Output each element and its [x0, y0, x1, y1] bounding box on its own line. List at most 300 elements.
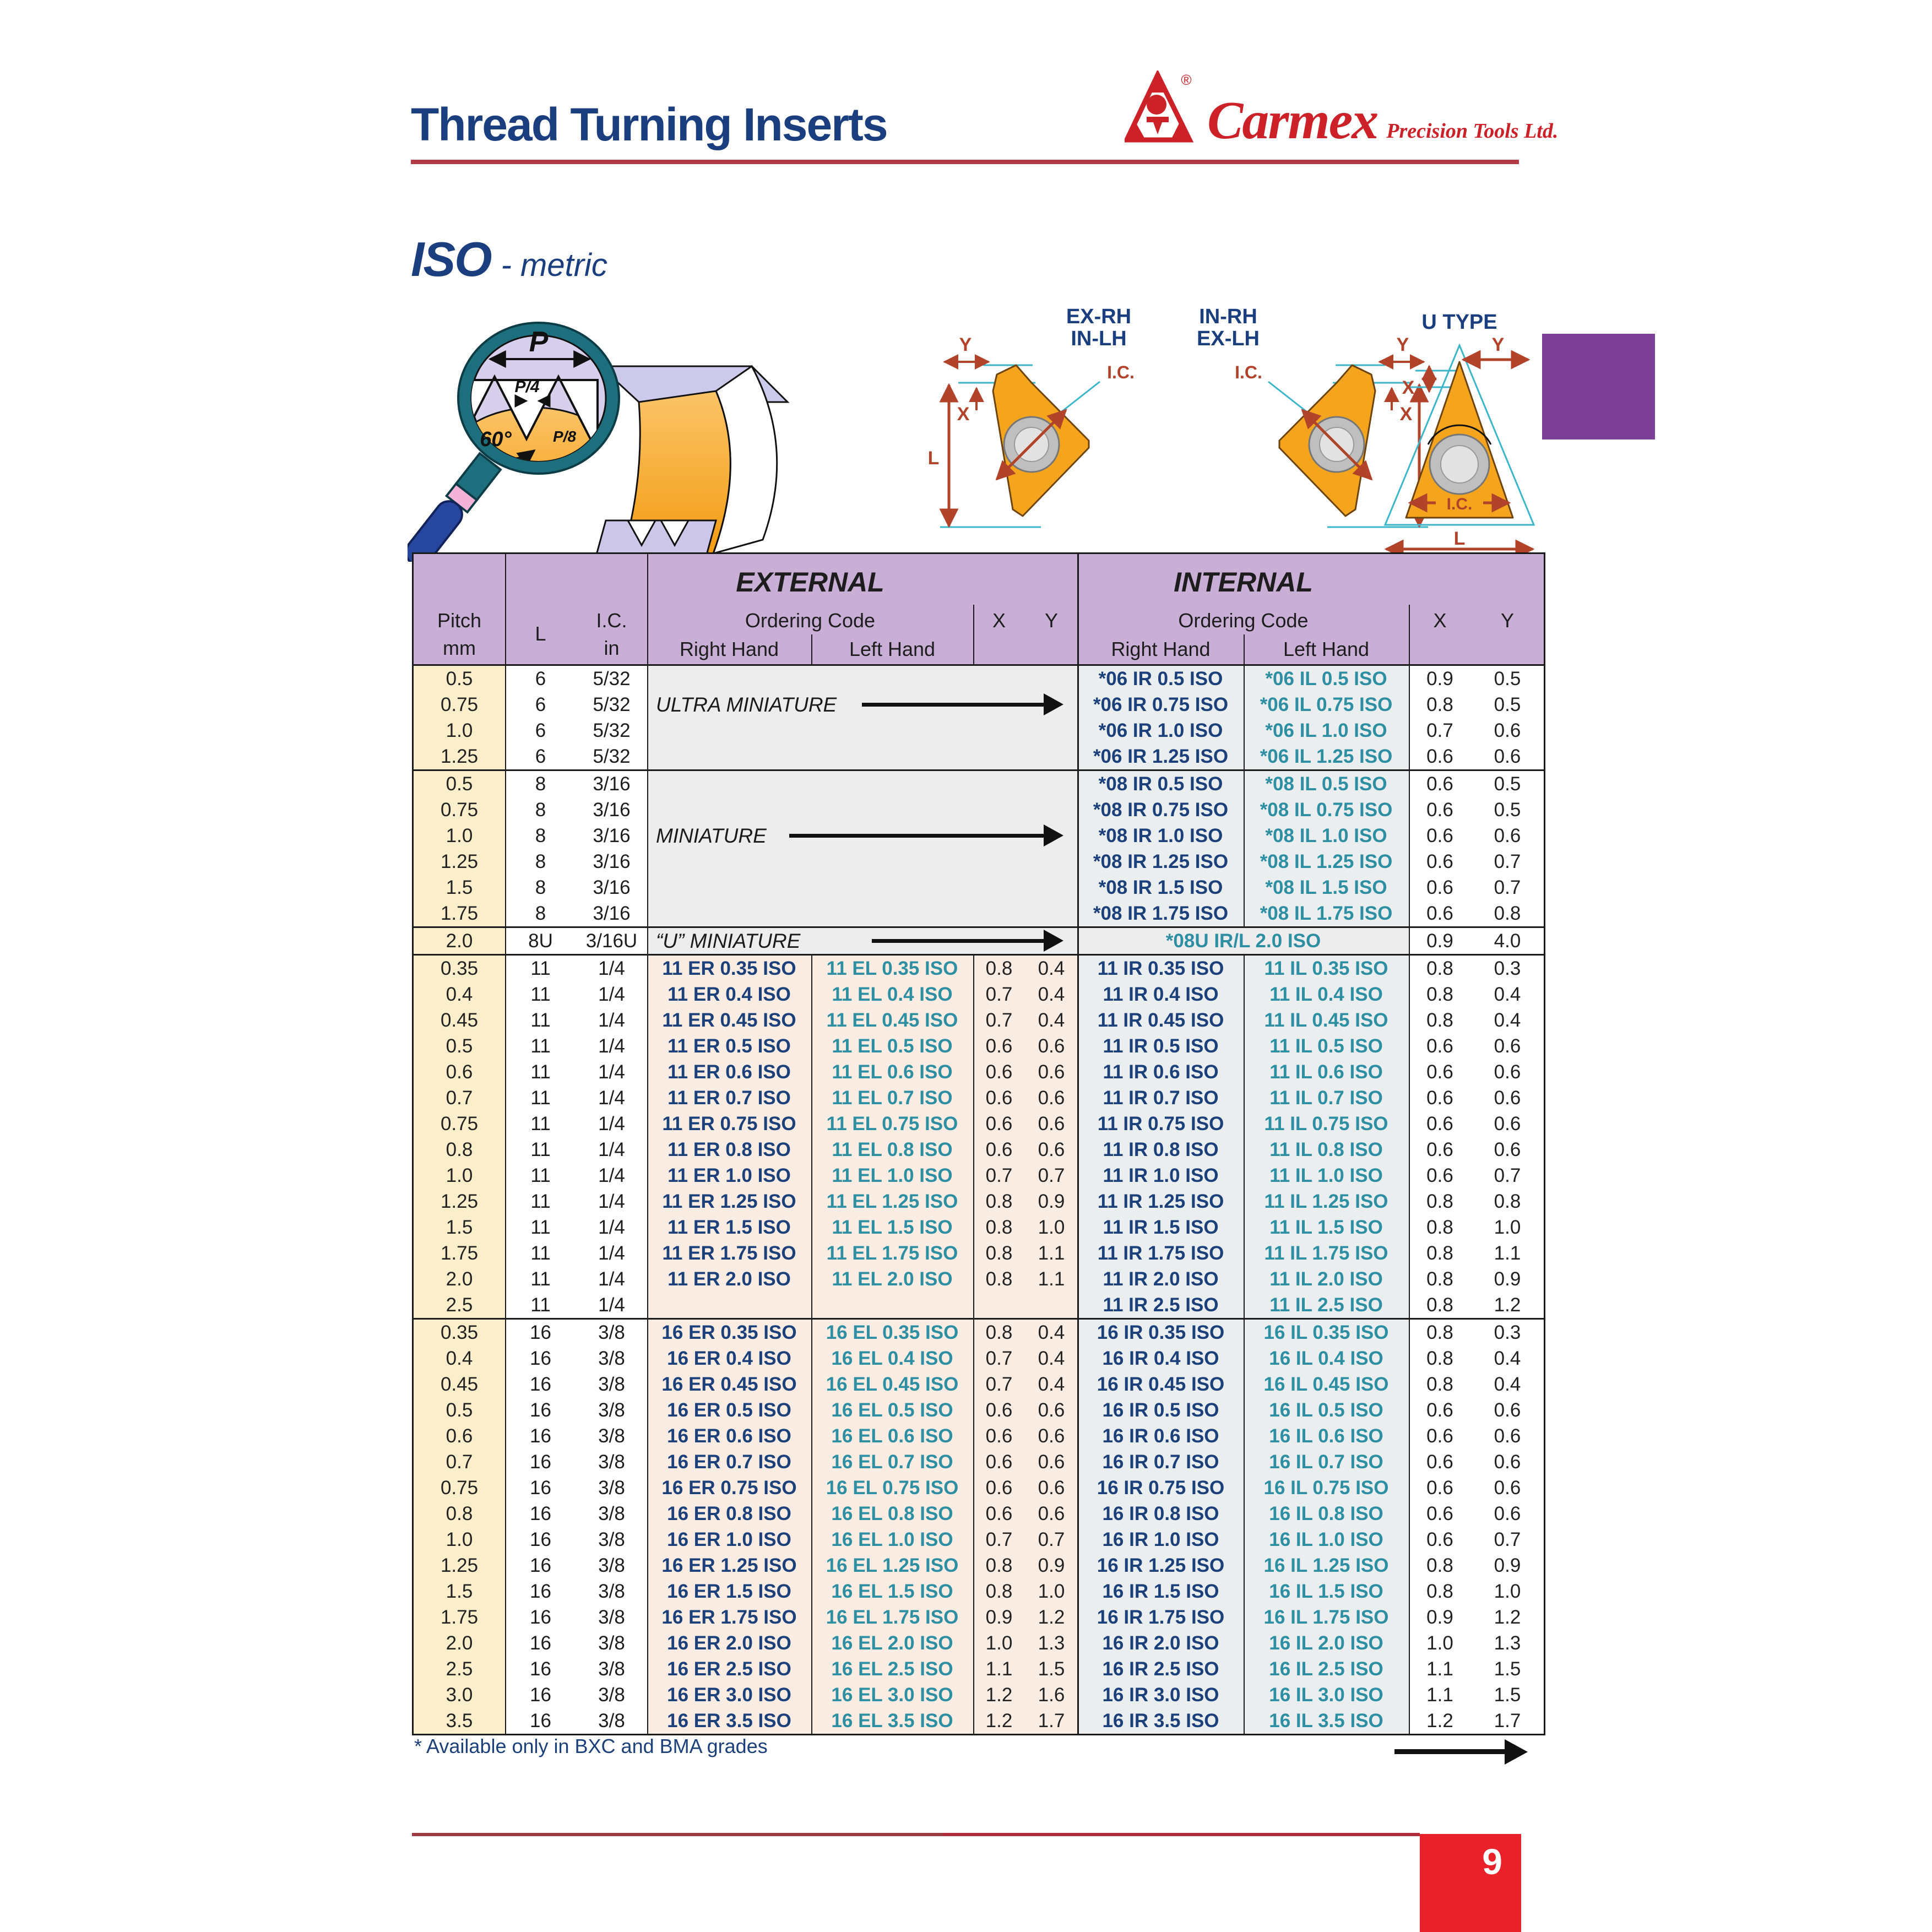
cell-external-y: 0.6 [1025, 1111, 1078, 1137]
cell-external-lh: 16 EL 1.0 ISO [811, 1527, 973, 1553]
cell-internal-rh: 16 IR 0.35 ISO [1078, 1320, 1244, 1345]
cell-external-y: 0.6 [1025, 1501, 1078, 1527]
cell-internal-rh: 11 IR 0.7 ISO [1078, 1085, 1244, 1111]
column-rule [1244, 666, 1245, 769]
cell-internal-x: 0.8 [1409, 1240, 1471, 1266]
cell-ic: 1/4 [576, 1111, 647, 1137]
cell-external-y: 0.4 [1025, 1371, 1078, 1397]
cell-internal-rh: 16 IR 1.5 ISO [1078, 1578, 1244, 1604]
cell-internal-lh: 11 IL 1.5 ISO [1244, 1214, 1409, 1240]
header-ic: I.C. [596, 609, 627, 632]
cell-l: 8U [505, 928, 576, 954]
cell-internal-rh: 16 IR 0.6 ISO [1078, 1423, 1244, 1449]
cell-external-rh: 16 ER 1.5 ISO [647, 1578, 811, 1604]
cell-internal-x: 0.6 [1409, 875, 1471, 900]
cell-pitch: 1.0 [414, 718, 505, 744]
cell-internal-y: 1.2 [1471, 1604, 1544, 1630]
cell-internal-y: 0.6 [1471, 1033, 1544, 1059]
thread-workpiece [595, 366, 788, 561]
cell-ic: 5/32 [576, 692, 647, 718]
insert-diagrams [906, 300, 1592, 567]
note-arrow-head [1044, 930, 1063, 952]
cell-external-x: 0.7 [973, 981, 1025, 1007]
note-arrow-head [1044, 824, 1063, 846]
cell-l: 6 [505, 744, 576, 769]
cell-l: 11 [505, 956, 576, 981]
cell-external-lh: 11 EL 0.5 ISO [811, 1033, 973, 1059]
header-y-int: Y [1500, 609, 1514, 632]
cell-pitch: 1.25 [414, 1553, 505, 1578]
cell-internal-rh: *08 IR 0.75 ISO [1078, 797, 1244, 823]
cell-internal-lh: 11 IL 0.8 ISO [1244, 1137, 1409, 1163]
cell-external-x: 1.2 [973, 1682, 1025, 1708]
cell-pitch: 3.0 [414, 1682, 505, 1708]
cell-internal-rh: 11 IR 1.25 ISO [1078, 1188, 1244, 1214]
brand-name: Carmex [1207, 91, 1378, 150]
cell-external-rh: 16 ER 2.5 ISO [647, 1656, 811, 1682]
table-row [414, 900, 1544, 926]
header-lh-ext: Left Hand [849, 638, 936, 660]
table-row [414, 1501, 1544, 1527]
cell-internal-y: 0.5 [1471, 797, 1544, 823]
cell-l: 16 [505, 1449, 576, 1475]
cell-l: 16 [505, 1475, 576, 1501]
cell-ic: 3/8 [576, 1682, 647, 1708]
brand-suffix: Precision Tools Ltd. [1386, 120, 1559, 143]
cell-external-lh: 11 EL 1.25 ISO [811, 1188, 973, 1214]
cell-internal-y: 0.6 [1471, 1111, 1544, 1137]
dim-x-label: X [1402, 377, 1415, 398]
cell-external-rh: 11 ER 0.45 ISO [647, 1007, 811, 1033]
cell-ic: 3/8 [576, 1423, 647, 1449]
cell-external-rh [647, 1292, 811, 1318]
cell-external-y: 0.6 [1025, 1137, 1078, 1163]
cell-external-y: 0.9 [1025, 1188, 1078, 1214]
table-row [414, 771, 1544, 797]
cell-pitch: 2.5 [414, 1656, 505, 1682]
cell-internal-y: 0.6 [1471, 1449, 1544, 1475]
cell-internal-y: 1.3 [1471, 1630, 1544, 1656]
cell-internal-x: 0.8 [1409, 692, 1471, 718]
cell-internal-x: 0.6 [1409, 1059, 1471, 1085]
cell-l: 11 [505, 1111, 576, 1137]
table-row [414, 1111, 1544, 1137]
cell-pitch: 0.75 [414, 1475, 505, 1501]
table-row [414, 1527, 1544, 1553]
cell-internal-rh: 16 IR 2.0 ISO [1078, 1630, 1244, 1656]
note-arrow-shaft [862, 703, 1044, 707]
bottom-rule-right [943, 1833, 1420, 1836]
table-row [414, 718, 1544, 744]
cell-internal-lh: 11 IL 0.4 ISO [1244, 981, 1409, 1007]
cell-external-x: 1.0 [973, 1630, 1025, 1656]
table-row [414, 1240, 1544, 1266]
cell-pitch: 1.5 [414, 1578, 505, 1604]
cell-internal-rh: *08 IR 1.25 ISO [1078, 849, 1244, 875]
cell-internal-lh: 11 IL 1.25 ISO [1244, 1188, 1409, 1214]
cell-external-rh: 11 ER 0.35 ISO [647, 956, 811, 981]
cell-external-x: 0.8 [973, 1188, 1025, 1214]
cell-external-x: 0.6 [973, 1501, 1025, 1527]
cell-external-y: 0.6 [1025, 1423, 1078, 1449]
cell-internal-x: 0.6 [1409, 1527, 1471, 1553]
cell-l: 11 [505, 1085, 576, 1111]
cell-internal-rh: *08 IR 0.5 ISO [1078, 771, 1244, 797]
dim-l-label: L [1453, 528, 1466, 549]
table-row [414, 1604, 1544, 1630]
cell-external-merged [647, 875, 1078, 900]
cell-internal-rh: 16 IR 2.5 ISO [1078, 1656, 1244, 1682]
cell-external-x: 0.6 [973, 1085, 1025, 1111]
cell-internal-y: 0.5 [1471, 666, 1544, 692]
cell-internal-rh: 16 IR 0.8 ISO [1078, 1501, 1244, 1527]
header-l: L [535, 622, 546, 645]
section-title [411, 231, 607, 287]
cell-l: 11 [505, 1137, 576, 1163]
cell-external-merged [647, 718, 1078, 744]
thread-profile-illustration [408, 308, 826, 562]
cell-external-y: 1.5 [1025, 1656, 1078, 1682]
header-lh-int: Left Hand [1283, 638, 1370, 660]
cell-internal-lh: 16 IL 3.5 ISO [1244, 1708, 1409, 1734]
header-internal: INTERNAL [1174, 567, 1313, 598]
cell-ic: 3/8 [576, 1578, 647, 1604]
cell-l: 6 [505, 718, 576, 744]
dim-x-label: X [957, 404, 970, 425]
cell-internal-rh: 11 IR 0.75 ISO [1078, 1111, 1244, 1137]
table-section [414, 769, 1544, 926]
cell-pitch: 0.6 [414, 1423, 505, 1449]
column-rule [1077, 1320, 1079, 1734]
cell-internal-y: 0.3 [1471, 956, 1544, 981]
cell-internal-lh: 11 IL 1.75 ISO [1244, 1240, 1409, 1266]
cell-internal-rh: 11 IR 0.35 ISO [1078, 956, 1244, 981]
cell-internal-lh: *08 IL 0.75 ISO [1244, 797, 1409, 823]
cell-pitch: 2.0 [414, 928, 505, 954]
cell-external-y: 0.4 [1025, 1345, 1078, 1371]
cell-internal-rh: 16 IR 0.5 ISO [1078, 1397, 1244, 1423]
cell-internal-y: 0.6 [1471, 1397, 1544, 1423]
cell-internal-x: 0.8 [1409, 1578, 1471, 1604]
cell-internal-lh: *08 IL 0.5 ISO [1244, 771, 1409, 797]
cell-external-rh: 16 ER 1.75 ISO [647, 1604, 811, 1630]
cell-external-y: 0.9 [1025, 1553, 1078, 1578]
cell-external-y: 0.6 [1025, 1085, 1078, 1111]
cell-l: 16 [505, 1397, 576, 1423]
column-rule [1077, 666, 1079, 769]
cell-internal-rh: *08 IR 1.75 ISO [1078, 900, 1244, 926]
table-row [414, 1214, 1544, 1240]
cell-external-x: 0.6 [973, 1423, 1025, 1449]
cell-external-x: 0.8 [973, 1214, 1025, 1240]
cell-pitch: 0.75 [414, 797, 505, 823]
cell-internal-y: 4.0 [1471, 928, 1544, 954]
column-rule [1244, 771, 1245, 926]
cell-external-x: 0.8 [973, 1240, 1025, 1266]
cell-internal-x: 0.8 [1409, 1553, 1471, 1578]
cell-internal-y: 0.4 [1471, 1007, 1544, 1033]
cell-external-x: 0.8 [973, 1266, 1025, 1292]
cell-pitch: 0.7 [414, 1449, 505, 1475]
cell-external-rh: 16 ER 0.45 ISO [647, 1371, 811, 1397]
cell-internal-lh: 16 IL 0.4 ISO [1244, 1345, 1409, 1371]
cell-external-merged [647, 849, 1078, 875]
cell-pitch: 0.45 [414, 1007, 505, 1033]
cell-external-lh: 16 EL 0.35 ISO [811, 1320, 973, 1345]
table-row [414, 666, 1544, 692]
cell-internal-lh: *06 IL 0.5 ISO [1244, 666, 1409, 692]
cell-l: 16 [505, 1371, 576, 1397]
cell-l: 11 [505, 1033, 576, 1059]
cell-external-rh: 11 ER 2.0 ISO [647, 1266, 811, 1292]
cell-l: 8 [505, 797, 576, 823]
cell-pitch: 1.5 [414, 1214, 505, 1240]
cell-ic: 3/8 [576, 1475, 647, 1501]
table-row [414, 1397, 1544, 1423]
header-ordering-ext: Ordering Code [745, 609, 876, 632]
cell-internal-y: 0.6 [1471, 744, 1544, 769]
cell-external-y: 1.1 [1025, 1266, 1078, 1292]
table-row [414, 1345, 1544, 1371]
cell-external-lh: 11 EL 0.75 ISO [811, 1111, 973, 1137]
brand-logo [1125, 70, 1558, 148]
cell-internal-x: 0.8 [1409, 1292, 1471, 1318]
cell-external-rh: 16 ER 0.75 ISO [647, 1475, 811, 1501]
cell-pitch: 1.25 [414, 849, 505, 875]
cell-external-rh: 11 ER 1.0 ISO [647, 1163, 811, 1188]
cell-internal-x: 0.6 [1409, 1085, 1471, 1111]
cell-external-rh: 11 ER 1.75 ISO [647, 1240, 811, 1266]
cell-l: 11 [505, 1292, 576, 1318]
cell-l: 16 [505, 1501, 576, 1527]
registered-mark: ® [1181, 72, 1192, 88]
cell-internal-rh: 16 IR 0.7 ISO [1078, 1449, 1244, 1475]
column-rule [1409, 771, 1410, 926]
label-60deg: 60° [480, 428, 512, 451]
cell-pitch: 2.5 [414, 1292, 505, 1318]
header-x-int: X [1433, 609, 1447, 632]
cell-internal-y: 0.8 [1471, 1188, 1544, 1214]
cell-internal-lh: 11 IL 1.0 ISO [1244, 1163, 1409, 1188]
cell-internal-rh: *06 IR 1.0 ISO [1078, 718, 1244, 744]
cell-internal-rh: 11 IR 0.6 ISO [1078, 1059, 1244, 1085]
miniature-note: ULTRA MINIATURE [656, 693, 837, 716]
column-rule [1077, 771, 1079, 926]
cell-internal-x: 1.1 [1409, 1682, 1471, 1708]
cell-internal-lh: 16 IL 1.0 ISO [1244, 1527, 1409, 1553]
dim-l-label: L [927, 448, 940, 469]
cell-external-y: 0.6 [1025, 1033, 1078, 1059]
cell-external-lh: 16 EL 0.8 ISO [811, 1501, 973, 1527]
cell-internal-x: 0.6 [1409, 1163, 1471, 1188]
cell-ic: 1/4 [576, 981, 647, 1007]
cell-internal-lh: 16 IL 0.7 ISO [1244, 1449, 1409, 1475]
cell-l: 11 [505, 981, 576, 1007]
cell-external-lh: 16 EL 0.6 ISO [811, 1423, 973, 1449]
cell-external-x: 0.7 [973, 1371, 1025, 1397]
cell-l: 8 [505, 900, 576, 926]
cell-ic: 3/16 [576, 823, 647, 849]
cell-external-lh: 16 EL 0.75 ISO [811, 1475, 973, 1501]
table-row [414, 1163, 1544, 1188]
cell-pitch: 0.75 [414, 692, 505, 718]
table-row [414, 1137, 1544, 1163]
cell-l: 11 [505, 1240, 576, 1266]
cell-internal-x: 0.6 [1409, 849, 1471, 875]
column-rule [505, 928, 506, 954]
dim-y-label: Y [1396, 334, 1409, 355]
table-row [414, 956, 1544, 981]
cell-internal-y: 0.6 [1471, 1501, 1544, 1527]
cell-ic: 3/8 [576, 1397, 647, 1423]
cell-external-x: 1.1 [973, 1656, 1025, 1682]
cell-internal-merged: *08U IR/L 2.0 ISO [1078, 928, 1409, 954]
cell-internal-rh: *06 IR 1.25 ISO [1078, 744, 1244, 769]
carmex-triangle-icon [1125, 70, 1197, 148]
cell-internal-lh: *06 IL 0.75 ISO [1244, 692, 1409, 718]
column-rule [505, 666, 506, 769]
cell-l: 16 [505, 1682, 576, 1708]
cell-internal-lh: *08 IL 1.0 ISO [1244, 823, 1409, 849]
cell-external-y: 0.6 [1025, 1059, 1078, 1085]
cell-internal-y: 0.7 [1471, 1163, 1544, 1188]
cell-ic: 3/8 [576, 1708, 647, 1734]
dim-x-label: X [1399, 404, 1413, 425]
cell-internal-y: 0.6 [1471, 823, 1544, 849]
cell-internal-x: 0.6 [1409, 1449, 1471, 1475]
cell-internal-y: 0.9 [1471, 1266, 1544, 1292]
page-title: Thread Turning Inserts [411, 99, 887, 150]
column-rule [647, 1320, 648, 1734]
cell-pitch: 0.5 [414, 771, 505, 797]
cell-internal-lh: 11 IL 0.35 ISO [1244, 956, 1409, 981]
cell-internal-lh: 16 IL 1.75 ISO [1244, 1604, 1409, 1630]
cell-external-lh: 11 EL 0.35 ISO [811, 956, 973, 981]
cell-l: 11 [505, 1007, 576, 1033]
cell-internal-rh: 11 IR 0.8 ISO [1078, 1137, 1244, 1163]
cell-external-y: 1.0 [1025, 1578, 1078, 1604]
cell-external-rh: 16 ER 0.5 ISO [647, 1397, 811, 1423]
cell-external-lh: 16 EL 3.5 ISO [811, 1708, 973, 1734]
footnote: * Available only in BXC and BMA grades [414, 1735, 768, 1757]
cell-internal-lh: *08 IL 1.75 ISO [1244, 900, 1409, 926]
cell-external-lh: 16 EL 1.5 ISO [811, 1578, 973, 1604]
cell-external-y: 0.6 [1025, 1475, 1078, 1501]
insert-ex-rh [928, 334, 1135, 527]
cell-pitch: 0.7 [414, 1085, 505, 1111]
header-ordering-int: Ordering Code [1178, 609, 1309, 632]
cell-pitch: 0.5 [414, 666, 505, 692]
cell-internal-y: 0.6 [1471, 1475, 1544, 1501]
table-row [414, 1266, 1544, 1292]
cell-internal-x: 0.6 [1409, 771, 1471, 797]
cell-external-rh: 16 ER 1.0 ISO [647, 1527, 811, 1553]
cell-internal-y: 1.2 [1471, 1292, 1544, 1318]
dim-y-label: Y [1491, 334, 1505, 355]
cell-ic: 3/16 [576, 875, 647, 900]
column-rule [1409, 928, 1410, 954]
column-rule [1077, 956, 1079, 1318]
cell-external-lh: 16 EL 2.0 ISO [811, 1630, 973, 1656]
cell-l: 8 [505, 771, 576, 797]
cell-external-y: 0.4 [1025, 1320, 1078, 1345]
cell-internal-x: 0.9 [1409, 928, 1471, 954]
cell-external-lh: 16 EL 3.0 ISO [811, 1682, 973, 1708]
cell-external-y: 0.4 [1025, 981, 1078, 1007]
cell-internal-y: 0.4 [1471, 1371, 1544, 1397]
cell-internal-lh: 16 IL 2.0 ISO [1244, 1630, 1409, 1656]
cell-external-y: 1.7 [1025, 1708, 1078, 1734]
dim-y-label: Y [959, 334, 972, 355]
cell-internal-rh: *08 IR 1.5 ISO [1078, 875, 1244, 900]
cell-external-rh: 16 ER 3.0 ISO [647, 1682, 811, 1708]
cell-ic: 3/16 [576, 771, 647, 797]
cell-l: 8 [505, 823, 576, 849]
table-header [414, 554, 1544, 666]
cell-ic: 1/4 [576, 1266, 647, 1292]
cell-internal-lh: 16 IL 3.0 ISO [1244, 1682, 1409, 1708]
cell-external-y: 1.3 [1025, 1630, 1078, 1656]
page-number: 9 [1482, 1841, 1502, 1882]
cell-pitch: 0.35 [414, 956, 505, 981]
dim-ic-label: I.C. [1235, 362, 1262, 382]
cell-internal-y: 0.6 [1471, 1137, 1544, 1163]
cell-external-lh: 16 EL 0.45 ISO [811, 1371, 973, 1397]
cell-internal-y: 0.6 [1471, 1085, 1544, 1111]
cell-internal-x: 1.0 [1409, 1630, 1471, 1656]
column-rule [505, 956, 506, 1318]
table-row [414, 797, 1544, 823]
cell-ic: 3/8 [576, 1630, 647, 1656]
cell-pitch: 0.4 [414, 1345, 505, 1371]
header-pitch-unit: mm [443, 637, 476, 659]
next-page-arrow-head [1505, 1739, 1528, 1765]
cell-l: 16 [505, 1604, 576, 1630]
cell-external-x: 0.6 [973, 1475, 1025, 1501]
label-ex-lh: EX-LH [1197, 327, 1260, 350]
cell-external-x: 0.8 [973, 1578, 1025, 1604]
cell-internal-rh: *06 IR 0.5 ISO [1078, 666, 1244, 692]
cell-pitch: 0.5 [414, 1397, 505, 1423]
cell-external-merged [647, 666, 1078, 692]
cell-l: 16 [505, 1656, 576, 1682]
cell-internal-y: 1.1 [1471, 1240, 1544, 1266]
cell-l: 16 [505, 1553, 576, 1578]
cell-ic: 3/8 [576, 1371, 647, 1397]
cell-pitch: 3.5 [414, 1708, 505, 1734]
cell-pitch: 1.75 [414, 1604, 505, 1630]
cell-external-y: 0.6 [1025, 1449, 1078, 1475]
cell-internal-lh: *06 IL 1.25 ISO [1244, 744, 1409, 769]
cell-external-rh: 16 ER 0.7 ISO [647, 1449, 811, 1475]
cell-external-y: 0.4 [1025, 956, 1078, 981]
section-title-metric: - metric [501, 247, 607, 283]
cell-external-y: 0.6 [1025, 1397, 1078, 1423]
cell-internal-x: 0.6 [1409, 1475, 1471, 1501]
cell-l: 16 [505, 1578, 576, 1604]
cell-ic: 5/32 [576, 718, 647, 744]
label-p8: P/8 [552, 428, 577, 445]
cell-internal-rh: 16 IR 3.0 ISO [1078, 1682, 1244, 1708]
cell-external-x: 0.9 [973, 1604, 1025, 1630]
next-page-arrow [1394, 1749, 1505, 1754]
cell-internal-lh: 16 IL 0.35 ISO [1244, 1320, 1409, 1345]
cell-internal-rh: 16 IR 0.4 ISO [1078, 1345, 1244, 1371]
column-rule [647, 666, 648, 769]
column-rule [1409, 666, 1410, 769]
cell-pitch: 2.0 [414, 1266, 505, 1292]
cell-external-rh: 11 ER 0.75 ISO [647, 1111, 811, 1137]
